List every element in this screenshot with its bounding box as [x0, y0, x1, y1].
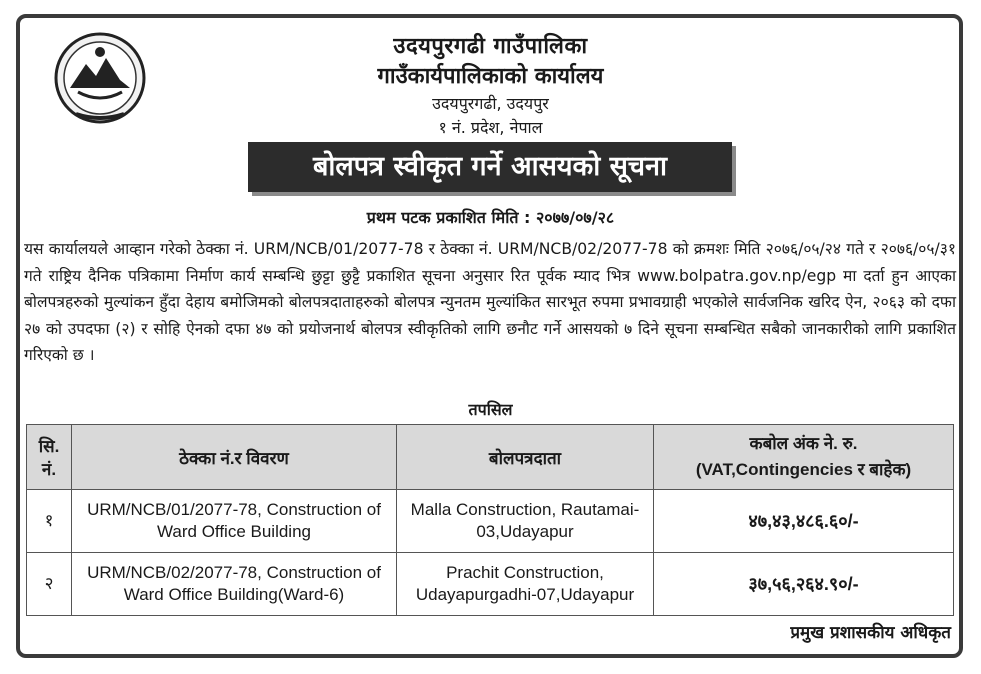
publication-date: प्रथम पटक प्रकाशित मिति : २०७७/०७/२८ [366, 208, 615, 227]
notice-body: यस कार्यालयले आव्हान गरेको ठेक्का नं. URM/NCB/01/2077-78 र ठेक्का नं. URM/NCB/02/2077-78 को क्रमशः मिति २०७६/०५/२४ गते र २०७६/०५/३१ गते राष्ट्रिय दैनिक पत्रिकामा निर्माण कार्य सम्बन्धि छुट्टा छुट्टै प्रकाशित सूचना अनुसार रित पूर्वक म्याद भित्र www.bolpatra.gov.np/egp मा दर्ता हुन आएका बोलपत्रहरुको मुल्यांकन हुँदा देहाय बमोजिमको बोलपत्रदाताहरुको बोलपत्र न्युनतम मुल्यांकित सारभूत रुपमा प्रभावग्राही भएकोले सार्वजनिक खरिद ऐन, २०६३ को दफा २७ को उपदफा (२) र सोहि ऐनको दफा ४७ को प्रयोजनार्थ बोलपत्र स्वीकृतिको लागि छनौट गर्ने आसयको ७ दिने सूचना सम्बन्धित सबैको जानकारीको लागि प्रकाशित गरिएको छ । [24, 240, 956, 364]
header-description: ठेक्का नं.र विवरण [72, 425, 397, 490]
row-sn: १ [27, 490, 72, 553]
row-amount: ३७,५६,२६४.९०/- [654, 553, 954, 616]
header-sn: सि. नं. [27, 425, 72, 490]
signature-title: प्रमुख प्रशासकीय अधिकृत [790, 623, 951, 643]
row-description: URM/NCB/01/2077-78, Construction of Ward Office Building [72, 490, 397, 553]
address-line-1: उदयपुरगढी, उदयपुर [432, 94, 549, 113]
table-row [27, 553, 954, 616]
table-row [27, 490, 954, 553]
row-amount: ४७,४३,४८६.६०/- [654, 490, 954, 553]
office-name: उदयपुरगढी गाउँपालिका [393, 34, 588, 59]
header-amount [654, 425, 954, 490]
office-subtitle: गाउँकार्यपालिकाको कार्यालय [377, 64, 604, 89]
header-bidder: बोलपत्रदाता [397, 425, 654, 490]
header-amount-line1: कबोल अंक ने. रु. [749, 434, 858, 453]
row-bidder: Prachit Construction, Udayapurgadhi-07,Udayapur [397, 553, 654, 616]
schedule-label: तपसिल [468, 400, 513, 419]
address-line-2: १ नं. प्रदेश, नेपाल [438, 118, 543, 137]
row-description: URM/NCB/02/2077-78, Construction of Ward Office Building(Ward-6) [72, 553, 397, 616]
header-amount-line2: (VAT,Contingencies र बाहेक) [695, 460, 912, 479]
notice-title: बोलपत्र स्वीकृत गर्ने आसयको सूचना [248, 142, 732, 192]
row-bidder: Malla Construction, Rautamai-03,Udayapur [397, 490, 654, 553]
bid-table [26, 424, 954, 616]
table-header-row [27, 425, 954, 490]
row-sn: २ [27, 553, 72, 616]
